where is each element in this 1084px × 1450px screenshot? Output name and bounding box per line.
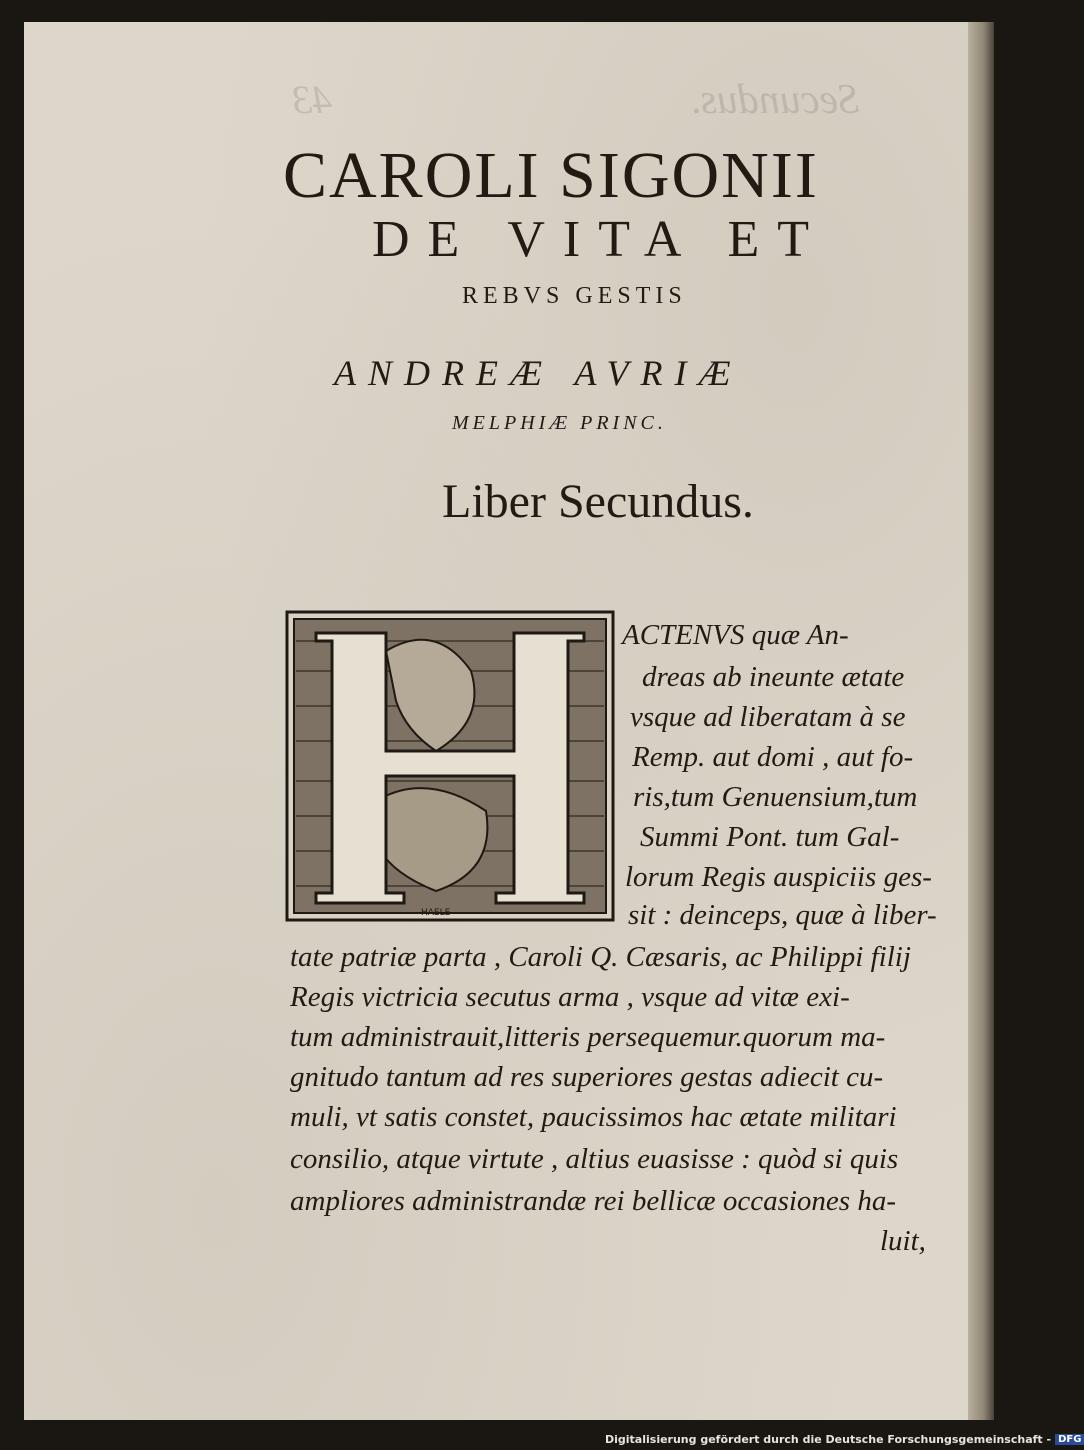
title-line-2: DE VITA ET: [372, 211, 828, 268]
body-line: sit : deinceps, quæ à liber-: [628, 899, 937, 931]
body-line: Remp. aut domi , aut fo-: [632, 741, 914, 773]
body-line: Regis victricia secutus arma , vsque ad vitæ exi-: [290, 981, 850, 1013]
body-line: gnitudo tantum ad res superiores gestas adiecit cu-: [290, 1061, 884, 1093]
title-line-1: CAROLI SIGONII: [283, 139, 819, 212]
body-line: vsque ad liberatam à se: [630, 701, 906, 733]
body-line: muli, vt satis constet, paucissimos hac ætate militari: [290, 1101, 897, 1133]
body-line: consilio, atque virtute , altius euasisse : quòd si quis: [290, 1143, 899, 1175]
title-line-3: REBVS GESTIS: [462, 283, 687, 309]
book-heading: Liber Secundus.: [442, 475, 754, 528]
dfg-logo-icon: DFG: [1055, 1434, 1084, 1445]
woodcut-initial-h: [286, 611, 614, 921]
bleed-through-page-number: 43: [292, 77, 332, 122]
body-line: ris,tum Genuensium,tum: [633, 781, 918, 813]
body-line: ACTENVS quæ An-: [622, 619, 849, 651]
title-line-4: ANDREÆ AVRIÆ: [334, 353, 743, 393]
initial-signature: HAELE: [421, 908, 451, 918]
page-edge: [968, 22, 994, 1420]
body-line: dreas ab ineunte ætate: [642, 661, 905, 693]
body-line: tum administrauit,litteris persequemur.quorum ma-: [290, 1021, 886, 1053]
footer-text: Digitalisierung gefördert durch die Deutsche Forschungsgemeinschaft -: [605, 1432, 1052, 1446]
body-line: luit,: [880, 1225, 926, 1257]
body-line: ampliores administrandæ rei bellicæ occasiones ha-: [290, 1185, 896, 1217]
digitization-footer: [605, 1430, 1082, 1448]
title-line-5: MELPHIÆ PRINC.: [452, 412, 667, 434]
body-line: lorum Regis auspiciis ges-: [625, 861, 932, 893]
body-line: tate patriæ parta , Caroli Q. Cæsaris, ac Philippi filij: [290, 941, 911, 973]
body-line: Summi Pont. tum Gal-: [640, 821, 900, 853]
bleed-through-running-title: Secundus.: [690, 77, 860, 123]
